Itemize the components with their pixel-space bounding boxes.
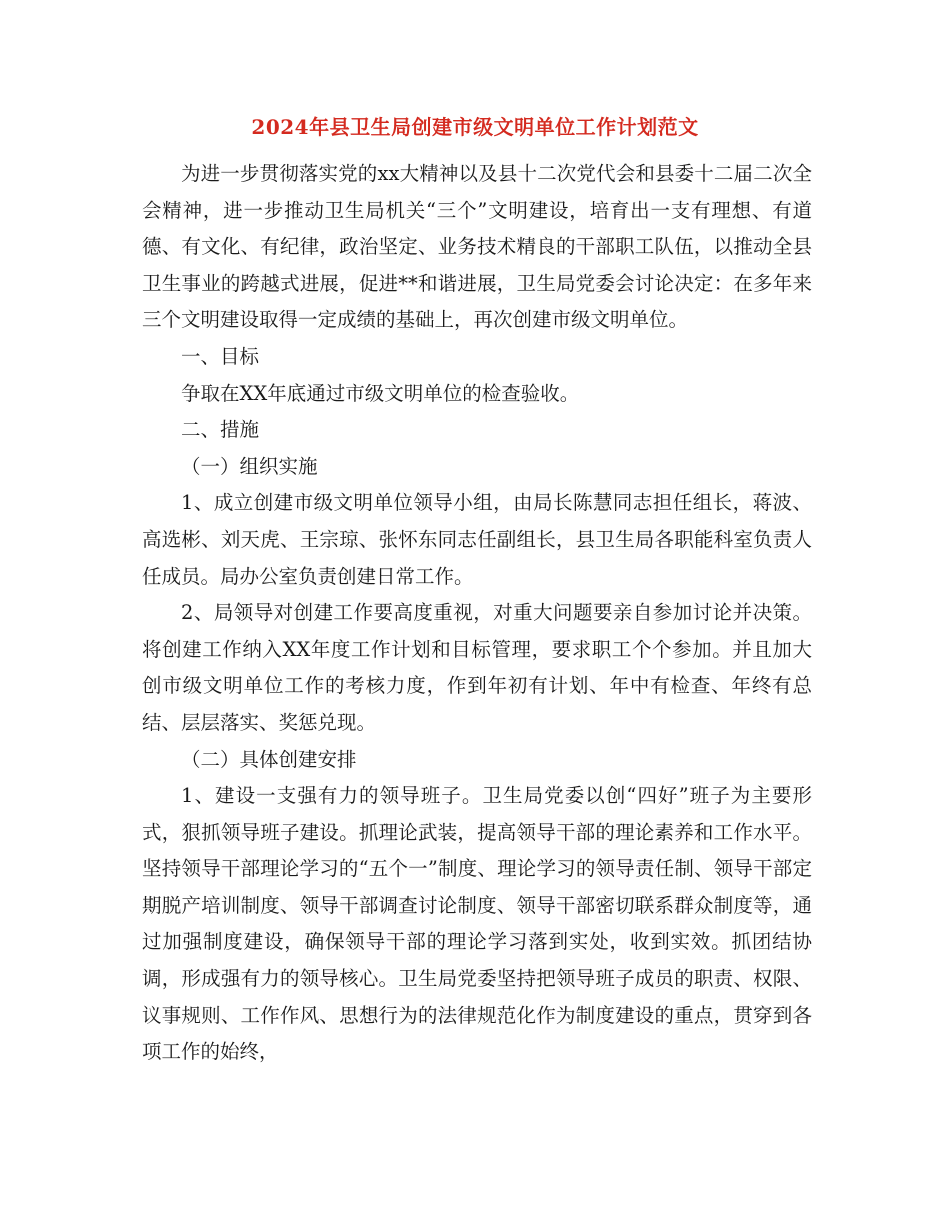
organization-paragraph-1: 1、成立创建市级文明单位领导小组，由局长陈慧同志担任组长，蒋波、高选彬、刘天虎、王宗琼、张怀东同志任副组长，县卫生局各职能科室负责人任成员。局办公室负责创建日常工作。: [142, 491, 812, 588]
organization-paragraph-2: 2、局领导对创建工作要高度重视，对重大问题要亲自参加讨论并决策。将创建工作纳入XX年度工作计划和目标管理，要求职工个个参加。并且加大创市级文明单位工作的考核力度，作到年初有计划、年中有检查、年终有总结、层层落实、奖惩兑现。: [142, 601, 812, 734]
section-heading-goal: 一、目标: [181, 344, 260, 368]
subsection-heading-arrangement: （二）具体创建安排: [181, 747, 357, 771]
document-body: [142, 156, 812, 1071]
intro-paragraph: 为进一步贯彻落实党的xx大精神以及县十二次党代会和县委十二届二次全会精神，进一步推动卫生局机关“三个”文明建设，培育出一支有理想、有道德、有文化、有纪律，政治坚定、业务技术精良的干部职工队伍，以推动全县卫生事业的跨越式进展，促进**和谐进展，卫生局党委会讨论决定：在多年来三个文明建设取得一定成绩的基础上，再次创建市级文明单位。: [142, 162, 812, 332]
arrangement-paragraph-1: 1、建设一支强有力的领导班子。卫生局党委以创“四好”班子为主要形式，狠抓领导班子建设。抓理论武装，提高领导干部的理论素养和工作水平。坚持领导干部理论学习的“五个一”制度、理论学习的领导责任制、领导干部定期脱产培训制度、领导干部调查讨论制度、领导干部密切联系群众制度等，通过加强制度建设，确保领导干部的理论学习落到实处，收到实效。抓团结协调，形成强有力的领导核心。卫生局党委坚持把领导班子成员的职责、权限、议事规则、工作作风、思想行为的法律规范化作为制度建设的重点，贯穿到各项工作的始终，: [142, 784, 812, 1064]
goal-paragraph: 争取在XX年底通过市级文明单位的检查验收。: [181, 381, 580, 405]
section-heading-measures: 二、措施: [181, 418, 260, 442]
subsection-heading-organization: （一）组织实施: [181, 454, 318, 478]
document-title: 2024年县卫生局创建市级文明单位工作计划范文: [251, 115, 699, 139]
